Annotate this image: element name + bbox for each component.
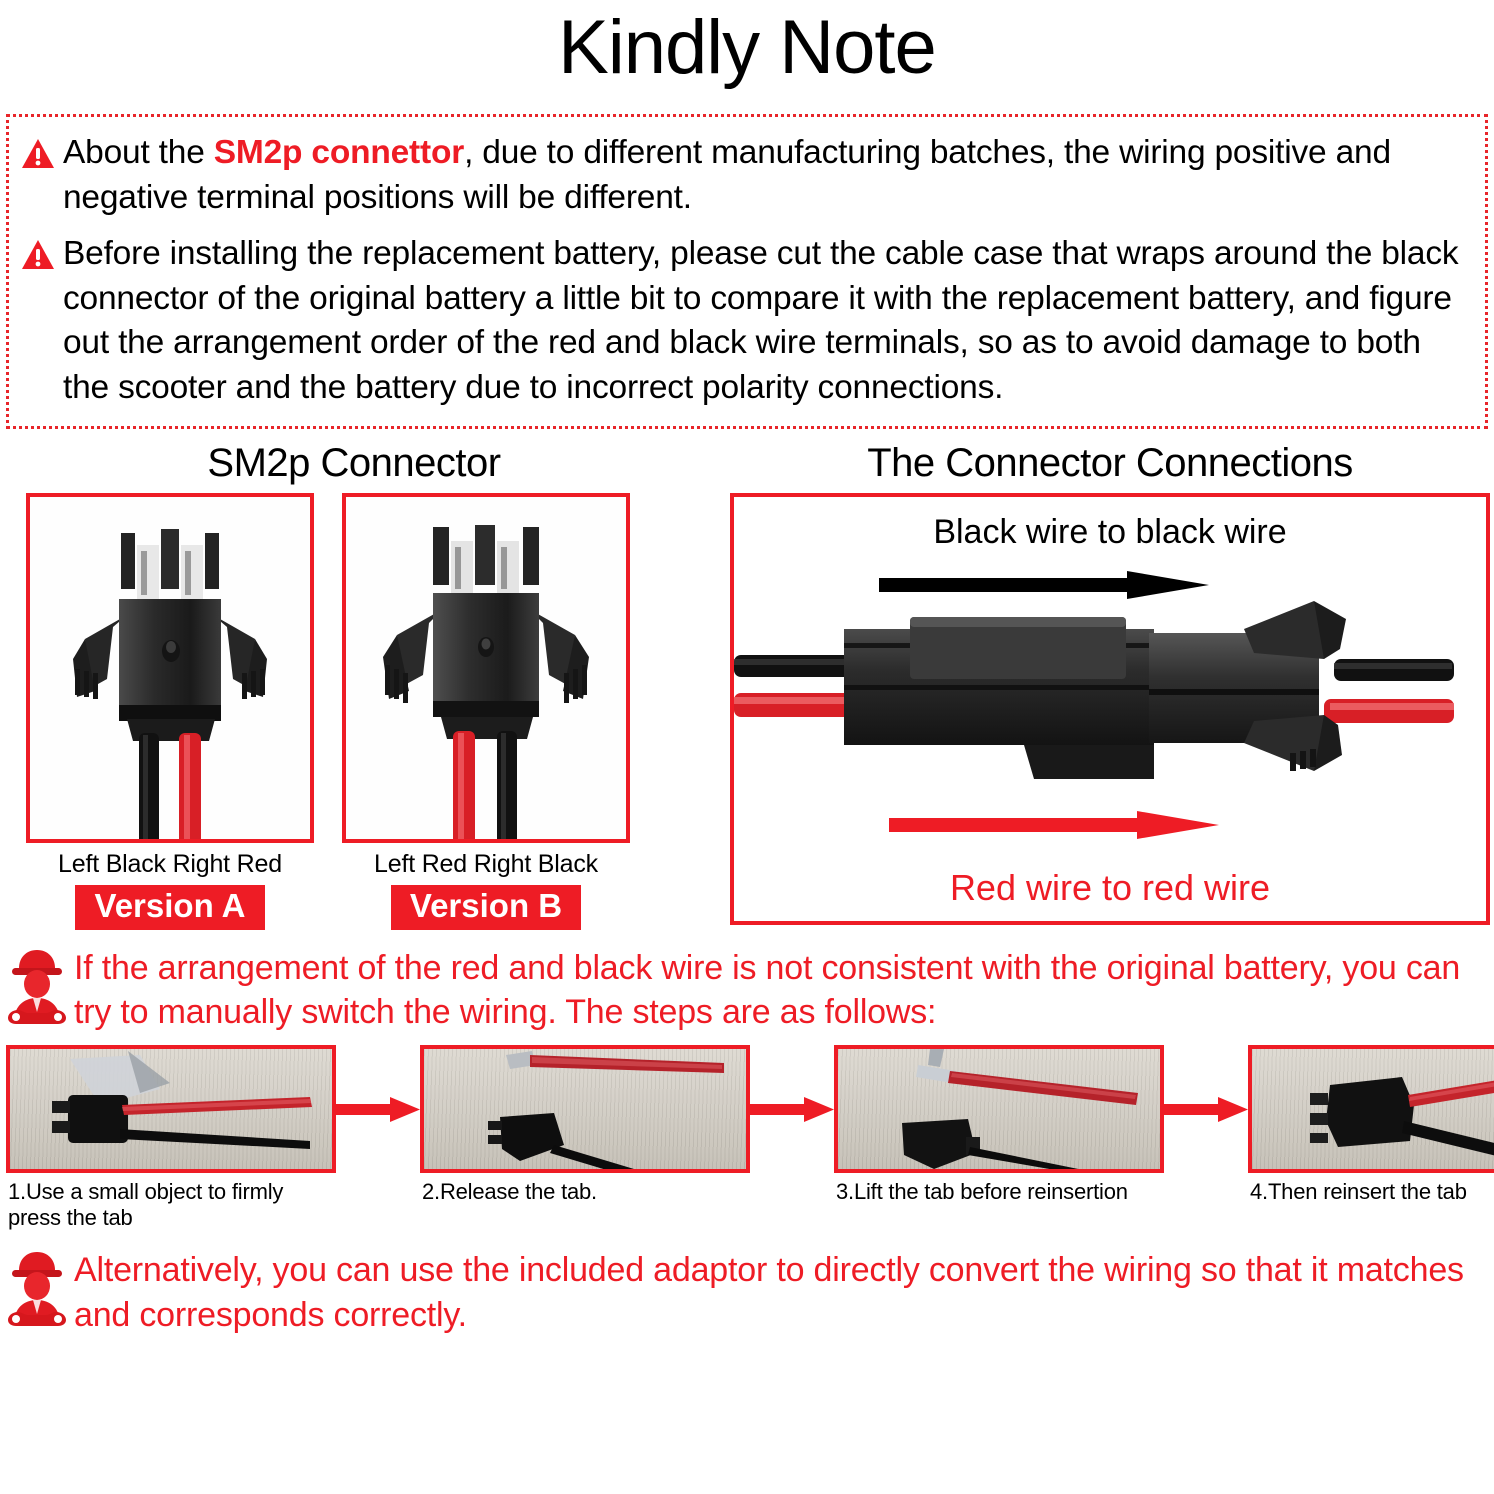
step-2-caption: 2.Release the tab. [422, 1178, 597, 1204]
red-wire-label: Red wire to red wire [949, 867, 1271, 909]
kindly-note-box [6, 114, 1488, 429]
version-badge-a: Version A [75, 885, 265, 930]
connector-connections-heading: The Connector Connections [867, 441, 1353, 486]
step-4-photo [1248, 1045, 1494, 1173]
connector-caption-version-b: Left Red Right Black [374, 850, 598, 879]
black-wire-label: Black wire to black wire [933, 513, 1287, 552]
worker-wrench-icon [6, 1246, 68, 1330]
sm2p-connector-section [4, 441, 704, 930]
note-text-2: Before installing the replacement battery, please cut the cable case that wraps around the black connector of the original battery a little bit to compare it with the replacement battery, and figure out the arrangement order of the red and black wire terminals, so as to avoid damage to both the scooter and the battery due to incorrect polarity connections. [63, 235, 1459, 406]
version-badge-b: Version B [391, 885, 581, 930]
step-arrow-3 [1164, 1045, 1248, 1173]
steps-strip [0, 1045, 1494, 1233]
step-3-photo [834, 1045, 1164, 1173]
note-1-before: About the [63, 134, 214, 171]
step-1-caption: 1.Use a small object to firmly press the tab [8, 1178, 284, 1231]
worker-note-2 [0, 1246, 1494, 1336]
note-1-after: , due to different manufacturing batches, the wiring positive and negative terminal positions will be different. [63, 134, 1391, 216]
connector-connections-photo [730, 493, 1490, 925]
illustration-panels [0, 441, 1494, 930]
red-arrow-icon [889, 807, 1219, 843]
connector-card-version-b [342, 493, 630, 930]
step-4-caption: 4.Then reinsert the tab [1250, 1178, 1467, 1204]
connector-connections-section [704, 441, 1490, 930]
note-text-1 [63, 131, 1475, 220]
step-1 [6, 1045, 336, 1233]
worker-note-2-text: Alternatively, you can use the included adaptor to directly convert the wiring so that it matches and corresponds correctly. [74, 1251, 1464, 1334]
worker-note-1 [0, 944, 1494, 1034]
step-1-photo [6, 1045, 336, 1173]
connector-photo-version-b [342, 493, 630, 843]
step-arrow-2 [750, 1045, 834, 1173]
connector-caption-version-a: Left Black Right Red [58, 850, 282, 879]
warning-triangle-icon [21, 238, 55, 272]
step-2 [420, 1045, 750, 1206]
note-item-2 [17, 232, 1475, 410]
connector-card-version-a [26, 493, 314, 930]
worker-wrench-icon [6, 944, 68, 1028]
step-3 [834, 1045, 1164, 1206]
step-4 [1248, 1045, 1494, 1206]
page-title: Kindly Note [558, 5, 936, 90]
step-2-photo [420, 1045, 750, 1173]
warning-triangle-icon [21, 137, 55, 171]
note-item-1 [17, 131, 1475, 220]
mated-connector-illustration [734, 593, 1454, 813]
worker-note-1-text: If the arrangement of the red and black wire is not consistent with the original battery, you can try to manually switch the wiring. The steps are as follows: [74, 949, 1461, 1032]
connector-photo-version-a [26, 493, 314, 843]
sm2p-connector-heading: SM2p Connector [207, 441, 501, 486]
step-3-caption: 3.Lift the tab before reinsertion [836, 1178, 1128, 1204]
note-1-highlight: SM2p connettor [213, 134, 465, 171]
step-arrow-1 [336, 1045, 420, 1173]
